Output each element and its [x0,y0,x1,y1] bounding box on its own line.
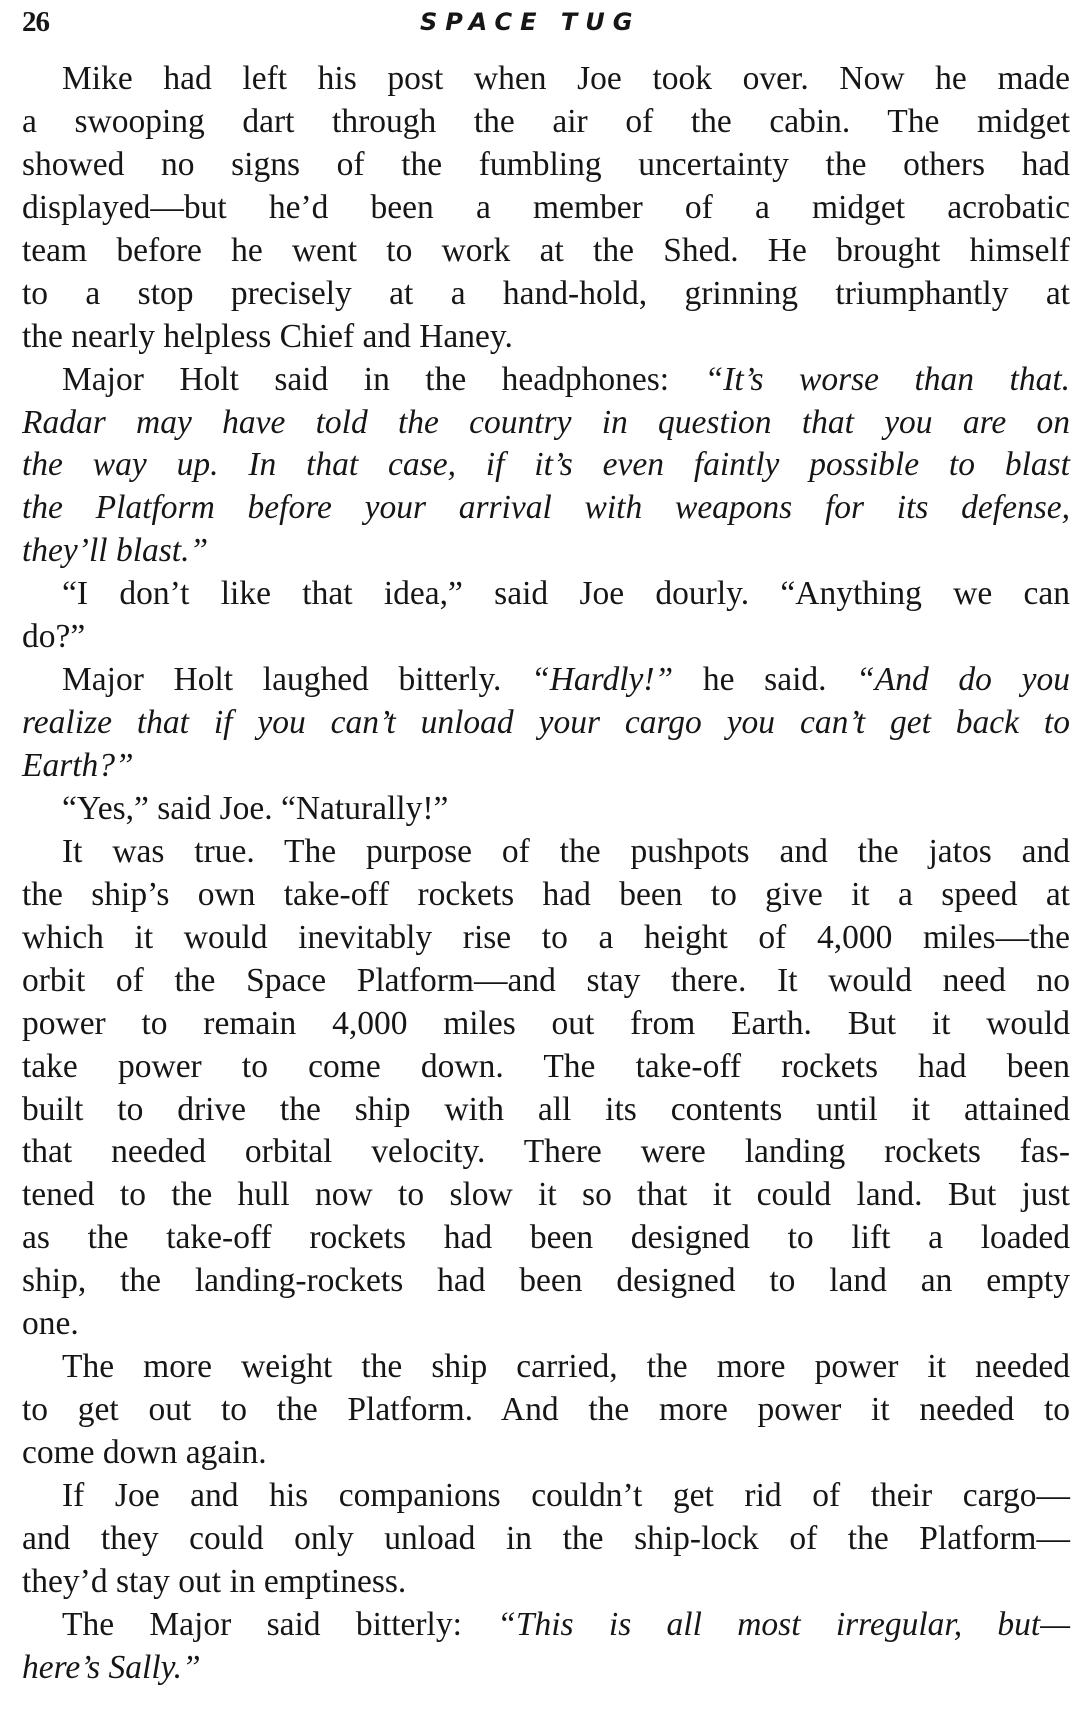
italic-text: “And do you [856,661,1070,699]
text-line: ship, the landing-rockets had been designed to land an empty [22,1262,1070,1300]
text-line: to get out to the Platform. And the more power it needed to [22,1391,1070,1429]
text-line [22,444,1070,487]
text-line [22,487,1070,530]
page-header [22,4,1072,40]
text-line: and they could only unload in the ship-lock of the Platform— [22,1519,1070,1557]
text-line: the nearly helpless Chief and Haney. [22,317,513,355]
text-line: to a stop precisely at a hand-hold, grinning triumphantly at [22,274,1070,312]
text-line [22,1604,1070,1647]
text-line: which it would inevitably rise to a height of 4,000 miles—the [22,918,1070,956]
text-line: power to remain 4,000 miles out from Earth. But it would [22,1004,1070,1042]
italic-text: “It’s worse than that. [704,360,1071,398]
text-line [22,402,1070,445]
italic-text: Earth?” [22,747,134,784]
italic-text: the way up. In that case, if it’s even faintly possible to blast [22,446,1070,484]
text-line: built to drive the ship with all its contents until it attained [22,1090,1070,1128]
text-line: a swooping dart through the air of the cabin. The midget [22,102,1070,140]
text-run: The Major said bitterly: [62,1605,498,1643]
text-line: The more weight the ship carried, the more power it needed [62,1348,1070,1386]
text-line: team before he went to work at the Shed. He brought himself [22,231,1070,269]
italic-text: realize that if you can’t unload your cargo you can’t get back to [22,704,1070,742]
text-line [22,659,1070,702]
text-line: “I don’t like that idea,” said Joe dourly. “Anything we can [62,575,1070,613]
text-line [22,530,1070,573]
text-line: Mike had left his post when Joe took over. Now he made [62,60,1070,97]
text-run: Major Holt said in the headphones: [62,360,705,398]
text-line [22,702,1070,745]
running-head: SPACE TUG [420,8,641,36]
text-line: It was true. The purpose of the pushpots and the jatos and [62,832,1070,870]
text-line: showed no signs of the fumbling uncertainty the others had [22,145,1070,183]
text-line: one. [22,1305,79,1343]
italic-text: they’ll blast.” [22,532,209,570]
text-line: that needed orbital velocity. There were landing rockets fas- [22,1133,1070,1171]
text-run: Major Holt laughed bitterly. [62,661,532,699]
text-line: take power to come down. The take-off rockets had been [22,1047,1070,1085]
text-line: the ship’s own take-off rockets had been to give it a speed at [22,875,1070,913]
text-line: “Yes,” said Joe. “Naturally!” [62,789,449,827]
text-run: he said. [673,661,857,699]
text-line: they’d stay out in emptiness. [22,1562,407,1600]
page-number: 26 [22,6,49,38]
text-line [22,1647,1070,1690]
text-line: displayed—but he’d been a member of a midget acrobatic [22,188,1070,226]
text-line: do?” [22,618,86,656]
text-line: tened to the hull now to slow it so that it could land. But just [22,1176,1070,1214]
text-line [22,745,1070,788]
text-line: as the take-off rockets had been designed to lift a loaded [22,1219,1070,1257]
italic-text: the Platform before your arrival with weapons for its defense, [22,489,1070,527]
text-line [22,359,1070,402]
italic-text: here’s Sally.” [22,1648,201,1686]
italic-text: “This is all most irregular, but— [497,1605,1070,1643]
text-line: come down again. [22,1434,267,1471]
italic-text: “Hardly!” [531,661,674,699]
text-line: orbit of the Space Platform—and stay there. It would need no [22,961,1070,999]
italic-text: Radar may have told the country in question that you are on [22,403,1070,441]
body-text [22,58,1070,1690]
text-line: If Joe and his companions couldn’t get rid of their cargo— [62,1476,1070,1514]
